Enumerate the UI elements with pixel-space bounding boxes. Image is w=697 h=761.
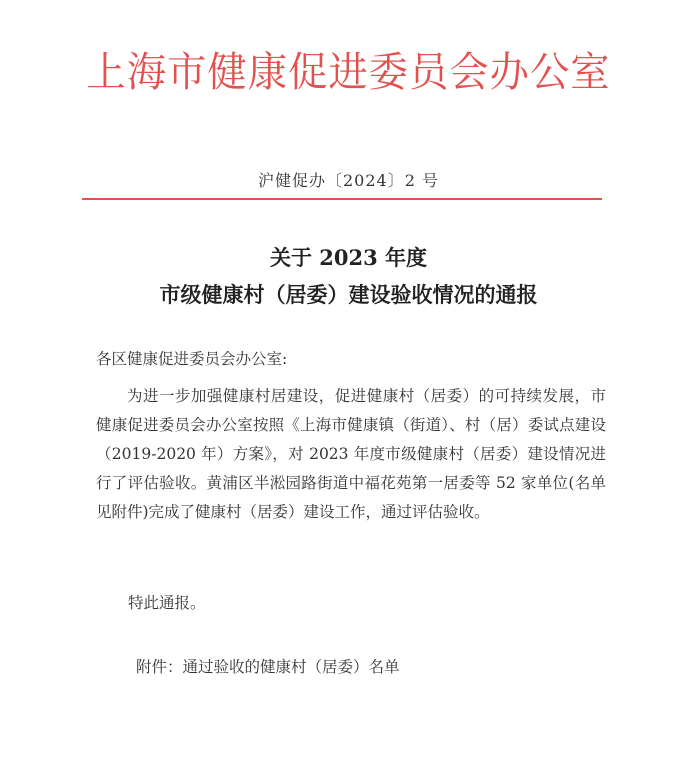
body-paragraph: 为进一步加强健康村居建设，促进健康村（居委）的可持续发展，市健康促进委员会办公室按照《上海市健康镇（街道）、村（居）委试点建设（2019-2020 年）方案》，对 2023 年度市级健康村（居委）建设情况进行了评估验收。黄浦区半淞园路街道中福花苑第一居委等 52 家单位(名单见附件)完成了健康村（居委）建设工作，通过评估验收。: [96, 387, 606, 521]
letterhead-divider: [82, 198, 602, 200]
document-number: 沪健促办〔2024〕2 号: [258, 171, 439, 190]
attachment-note: 附件：通过验收的健康村（居委）名单: [136, 658, 400, 676]
notice-title-line-1: 关于 2023 年度: [269, 245, 428, 270]
closing-remark: 特此通报。: [128, 594, 206, 612]
notice-title-line-2: 市级健康村（居委）建设验收情况的通报: [159, 282, 538, 307]
letterhead-org-name: 上海市健康促进委员会办公室: [86, 48, 611, 96]
salutation: 各区健康促进委员会办公室:: [96, 350, 288, 368]
